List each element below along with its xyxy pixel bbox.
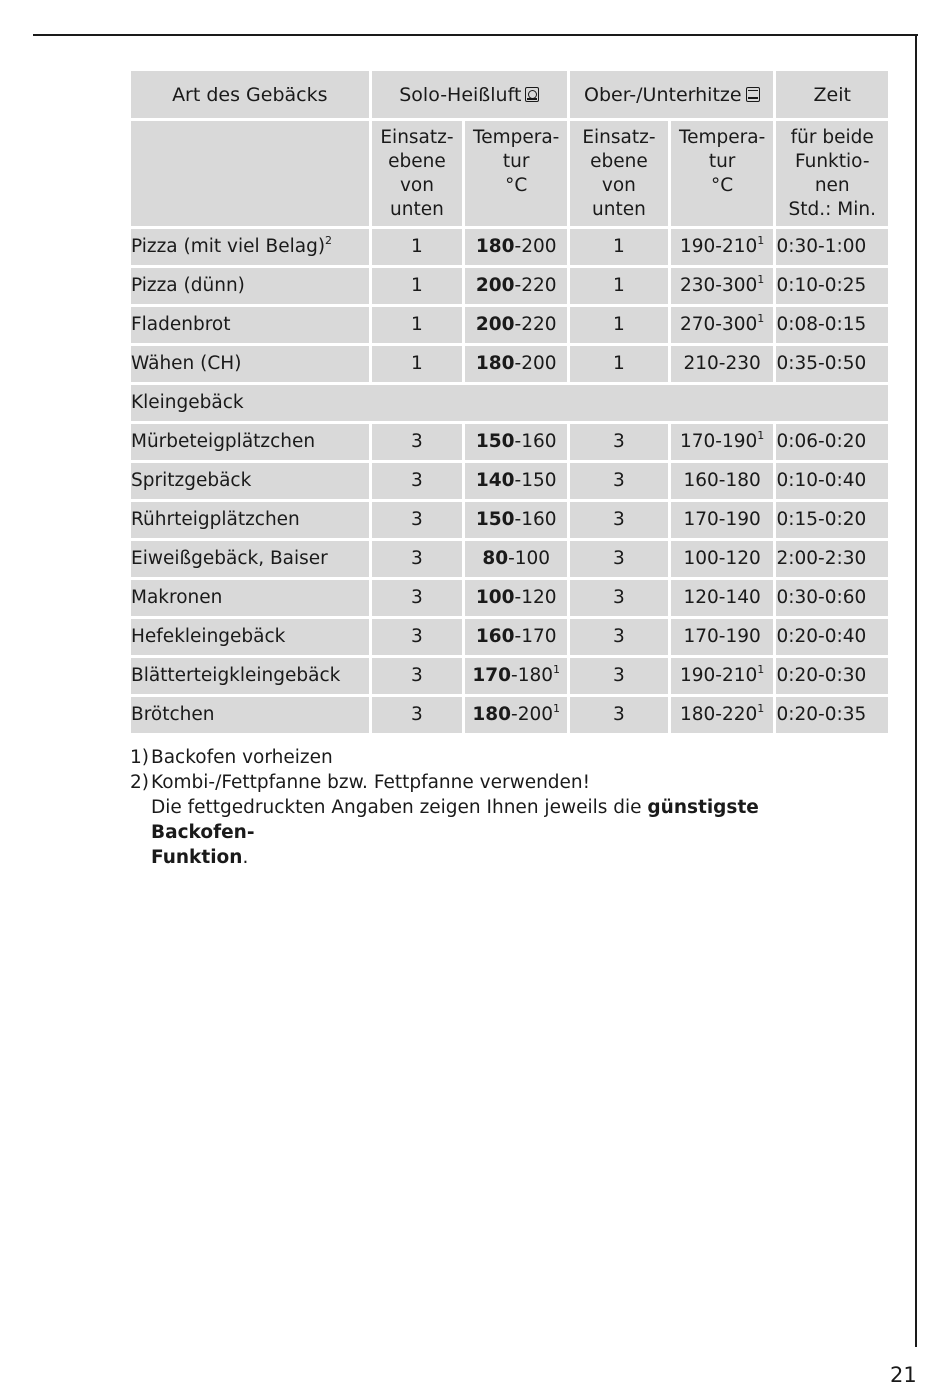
header-solo-heissluft: Solo-Heißluft (372, 71, 568, 118)
header-ober-unterhitze: Ober-/Unterhitze (570, 71, 773, 118)
top-bottom-heat-icon (746, 87, 760, 102)
table-row (131, 580, 888, 616)
cell-name: Mürbeteigplätzchen (131, 424, 369, 460)
cell-ou-level: 3 (570, 658, 668, 694)
cell-ou-temp: $270-300^1$ (671, 307, 774, 343)
header-art: Art des Gebäcks (131, 71, 369, 118)
cell-solo-temp: $170-180^1$ (465, 658, 567, 694)
table-row (131, 307, 888, 343)
cell-name: Wähen (CH) (131, 346, 369, 382)
cell-time: 0:30-1:00 (776, 229, 888, 265)
cell-ou-level: 1 (570, 268, 668, 304)
subheader-solo-temp: Tempera- tur °C (465, 121, 567, 226)
table-header-row (131, 71, 888, 118)
cell-solo-temp: $180-200^1$ (465, 697, 567, 733)
cell-solo-level: 1 (372, 307, 463, 343)
cell-ou-level: 3 (570, 697, 668, 733)
cell-ou-level: 1 (570, 229, 668, 265)
table-row (131, 463, 888, 499)
table-row (131, 658, 888, 694)
table-row (131, 541, 888, 577)
footnote-2-marker: 2) (130, 772, 149, 793)
table-row (131, 229, 888, 265)
cell-solo-temp: 140-150 (465, 463, 567, 499)
footnote-2 (130, 770, 830, 795)
cell-name: Rührteigplätzchen (131, 502, 369, 538)
cell-solo-temp: 100-120 (465, 580, 567, 616)
cell-ou-level: 3 (570, 619, 668, 655)
cell-time: 0:30-0:60 (776, 580, 888, 616)
cell-solo-temp: 150-160 (465, 502, 567, 538)
cell-time: 0:10-0:25 (776, 268, 888, 304)
cell-name: Blätterteigkleingebäck (131, 658, 369, 694)
top-rule (33, 34, 918, 36)
section-label-kleingebaeck: Kleingebäck (131, 385, 888, 421)
cell-solo-level: 1 (372, 346, 463, 382)
cell-name: Makronen (131, 580, 369, 616)
cell-ou-temp: $190-210^1$ (671, 229, 774, 265)
cell-ou-temp: $190-210^1$ (671, 658, 774, 694)
bold-remark: Die fettgedruckten Angaben zeigen Ihnen jeweils die günstigste Backofen- Funktion. (151, 797, 759, 868)
cell-time: 0:20-0:40 (776, 619, 888, 655)
section-row (131, 385, 888, 421)
cell-name: Pizza (mit viel Belag)$^2$ (131, 229, 369, 265)
cell-ou-temp: $170-190^1$ (671, 424, 774, 460)
cell-ou-temp: 120-140 (671, 580, 774, 616)
table-row (131, 697, 888, 733)
footnote-2-text: Kombi-/Fettpfanne bzw. Fettpfanne verwenden! (151, 772, 591, 793)
cell-time: 0:20-0:35 (776, 697, 888, 733)
table-subheader-row (131, 121, 888, 226)
subheader-solo-level: Einsatz- ebene von unten (372, 121, 463, 226)
table-row (131, 502, 888, 538)
table-row (131, 619, 888, 655)
cell-ou-temp: 170-190 (671, 502, 774, 538)
cell-solo-temp: 150-160 (465, 424, 567, 460)
cell-solo-temp: 200-220 (465, 307, 567, 343)
cell-solo-temp: 200-220 (465, 268, 567, 304)
cell-ou-temp: 100-120 (671, 541, 774, 577)
page-number: 21 (890, 1363, 917, 1387)
cell-name: Brötchen (131, 697, 369, 733)
footnote-1-marker: 1) (130, 747, 149, 768)
cell-solo-level: 3 (372, 463, 463, 499)
footnotes (130, 745, 830, 870)
cell-solo-temp: 160-170 (465, 619, 567, 655)
cell-time: 0:10-0:40 (776, 463, 888, 499)
cell-ou-level: 3 (570, 580, 668, 616)
cell-name: Spritzgebäck (131, 463, 369, 499)
cell-solo-temp: 180-200 (465, 229, 567, 265)
cell-name: Fladenbrot (131, 307, 369, 343)
convection-fan-icon (525, 87, 539, 102)
cell-time: 0:08-0:15 (776, 307, 888, 343)
cell-ou-temp: 210-230 (671, 346, 774, 382)
cell-ou-temp: 170-190 (671, 619, 774, 655)
cell-ou-temp: $230-300^1$ (671, 268, 774, 304)
cell-solo-level: 1 (372, 268, 463, 304)
cell-ou-level: 1 (570, 346, 668, 382)
cell-solo-level: 3 (372, 658, 463, 694)
cell-ou-temp: 160-180 (671, 463, 774, 499)
baking-table (128, 68, 891, 736)
cell-ou-level: 3 (570, 541, 668, 577)
cell-time: 0:20-0:30 (776, 658, 888, 694)
cell-solo-temp: 80-100 (465, 541, 567, 577)
cell-solo-level: 3 (372, 619, 463, 655)
cell-time: 0:35-0:50 (776, 346, 888, 382)
cell-solo-level: 1 (372, 229, 463, 265)
cell-solo-level: 3 (372, 502, 463, 538)
subheader-blank (131, 121, 369, 226)
cell-time: 0:06-0:20 (776, 424, 888, 460)
cell-name: Eiweißgebäck, Baiser (131, 541, 369, 577)
cell-solo-level: 3 (372, 541, 463, 577)
subheader-ou-temp: Tempera- tur °C (671, 121, 774, 226)
cell-solo-level: 3 (372, 697, 463, 733)
header-zeit: Zeit (776, 71, 888, 118)
right-rule (915, 34, 917, 1347)
cell-name: Hefekleingebäck (131, 619, 369, 655)
table-row (131, 424, 888, 460)
cell-ou-temp: $180-220^1$ (671, 697, 774, 733)
table-row (131, 346, 888, 382)
cell-ou-level: 1 (570, 307, 668, 343)
cell-time: 2:00-2:30 (776, 541, 888, 577)
subheader-time: für beide Funktio- nen Std.: Min. (776, 121, 888, 226)
cell-solo-level: 3 (372, 424, 463, 460)
cell-ou-level: 3 (570, 463, 668, 499)
cell-solo-temp: 180-200 (465, 346, 567, 382)
cell-ou-level: 3 (570, 502, 668, 538)
subheader-ou-level: Einsatz- ebene von unten (570, 121, 668, 226)
footnote-1-text: Backofen vorheizen (151, 747, 333, 768)
table-row (131, 268, 888, 304)
cell-name: Pizza (dünn) (131, 268, 369, 304)
footnote-1 (130, 745, 830, 770)
cell-solo-level: 3 (372, 580, 463, 616)
cell-ou-level: 3 (570, 424, 668, 460)
cell-time: 0:15-0:20 (776, 502, 888, 538)
